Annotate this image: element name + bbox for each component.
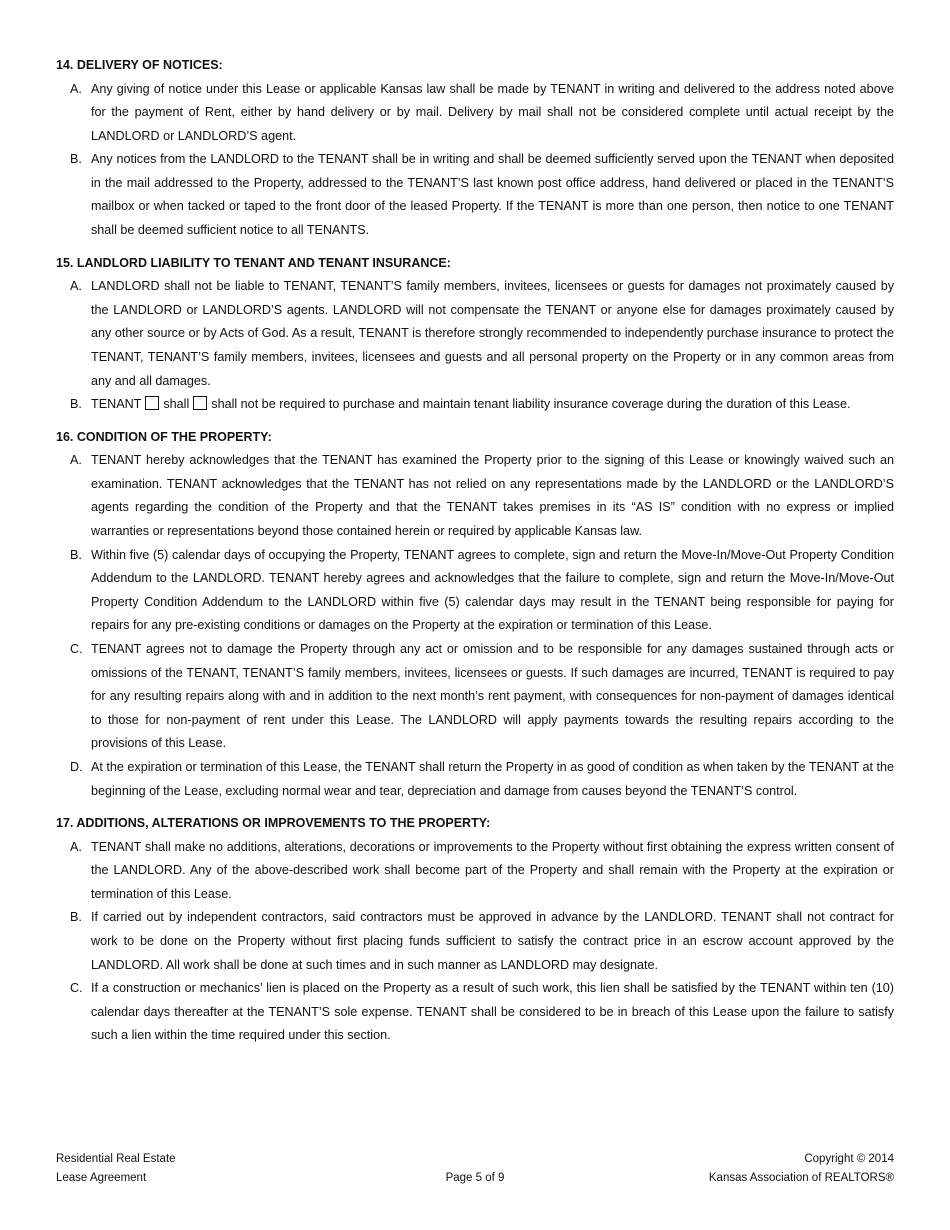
item-text-shall: shall xyxy=(163,397,190,412)
footer-doc-type: Residential Real Estate xyxy=(56,1153,176,1165)
item-text: Any giving of notice under this Lease or applicable Kansas law shall be made by TENANT in writing and delivered to the address noted above for the payment of Rent, either by hand delivery or by mail. Delivery by mail shall not be considered complete until actual receipt by the LANDLORD or LANDLORD’S agent. xyxy=(91,81,894,143)
item-text: LANDLORD shall not be liable to TENANT, TENANT’S family members, invitees, licensees or guests for damages not proximately caused by the LANDLORD or LANDLORD’S agents. LANDLORD will not compensate the TENANT or anyone else for damages proximately caused by any other source or by Acts of God. As a result, TENANT is therefore strongly recommended to independently purchase insurance to protect the TENANT, TENANT’S family members, invitees, licensees and guests and all personal property on the Property or in any common areas from any and all damages. xyxy=(91,279,894,388)
item-letter: C. xyxy=(70,981,83,996)
section-condition-of-property xyxy=(56,426,894,803)
footer-association: Kansas Association of REALTORS® xyxy=(708,1172,894,1184)
item-letter: B. xyxy=(70,910,82,925)
item-letter: B. xyxy=(70,397,82,412)
page-number: Page 5 of 9 xyxy=(445,1172,505,1184)
list-item xyxy=(56,977,894,1048)
section-heading: 14. DELIVERY OF NOTICES: xyxy=(56,58,223,72)
item-letter: B. xyxy=(70,152,82,167)
insurance-required-checkbox[interactable] xyxy=(145,396,159,410)
list-item xyxy=(56,544,894,638)
item-letter: A. xyxy=(70,81,82,96)
item-letter: C. xyxy=(70,641,83,656)
list-item xyxy=(56,393,894,417)
item-text: Any notices from the LANDLORD to the TENANT shall be in writing and shall be deemed sufficiently served upon the TENANT when deposited in the mail addressed to the Property, addressed to the TENANT’S last known post office address, hand delivered or placed in the TENANT’S mailbox or when tacked or taped to the front door of the leased Property. If the TENANT is more than one person, then notice to one TENANT shall be deemed sufficient notice to all TENANTS. xyxy=(91,152,894,238)
list-item xyxy=(56,449,894,543)
list-item xyxy=(56,836,894,907)
item-text: If a construction or mechanics’ lien is placed on the Property as a result of such work, this lien shall be satisfied by the TENANT within ten (10) calendar days thereafter at the TENANT’S sole expense. TENANT shall be considered to be in breach of this Lease upon the failure to satisfy such a lien within the time required under this section. xyxy=(91,981,894,1043)
footer-copyright: Copyright © 2014 xyxy=(804,1153,894,1165)
footer-right xyxy=(709,1150,894,1188)
list-item xyxy=(56,275,894,393)
item-text: TENANT shall make no additions, alterations, decorations or improvements to the Property without first obtaining the express written consent of the LANDLORD. Any of the above-described work shall become part of the Property and shall remain with the Property at the expiration or termination of this Lease. xyxy=(91,839,894,901)
item-text: TENANT agrees not to damage the Property through any act or omission and to be responsible for any damages sustained through acts or omissions of the TENANT, TENANT’S family members, invitees, licensees or guests. If such damages are incurred, TENANT is required to pay for any resulting repairs along with and in addition to the next month’s rent payment, with consequences for non-payment of damages identical to those for non-payment of rent under this Lease. The LANDLORD will apply payments towards the resulting repairs according to the provisions of this Lease. xyxy=(91,641,894,751)
section-additions-alterations xyxy=(56,812,894,1048)
item-text-tenant: TENANT xyxy=(91,397,142,412)
item-text: Within five (5) calendar days of occupying the Property, TENANT agrees to complete, sign and return the Move-In/Move-Out Property Condition Addendum to the LANDLORD. TENANT hereby agrees and acknowledges that the failure to complete, sign and return the Move-In/Move-Out Property Condition Addendum to the LANDLORD within five (5) calendar days may result in the TENANT being responsible for paying for repairs for any pre-existing conditions or damages on the Property at the expiration or termination of this Lease. xyxy=(91,547,894,633)
list-item xyxy=(56,756,894,803)
item-letter: A. xyxy=(70,839,82,854)
section-delivery-of-notices xyxy=(56,54,894,243)
insurance-not-required-checkbox[interactable] xyxy=(193,396,207,410)
list-item xyxy=(56,906,894,977)
item-letter: B. xyxy=(70,547,82,562)
list-item xyxy=(56,638,894,756)
section-landlord-liability xyxy=(56,252,894,417)
item-text: TENANT hereby acknowledges that the TENANT has examined the Property prior to the signing of this Lease or knowingly waived such an examination. TENANT acknowledges that the TENANT has not relied on any representations made by the LANDLORD or the LANDLORD’S agents regarding the condition of the Property and that the TENANT takes premises in its “AS IS” condition with no express or implied warranties or representations beyond those contained herein or required by applicable Kansas law. xyxy=(91,453,894,538)
list-item xyxy=(56,78,894,149)
section-heading: 17. ADDITIONS, ALTERATIONS OR IMPROVEMENTS TO THE PROPERTY: xyxy=(56,816,491,831)
item-text: If carried out by independent contractors, said contractors must be approved in advance by the LANDLORD. TENANT shall not contract for work to be done on the Property without first placing funds sufficient to satisfy the contract price in an escrow account approved by the LANDLORD. All work shall be done at such times and in such manner as LANDLORD may designate. xyxy=(91,910,894,972)
item-letter: A. xyxy=(70,453,82,468)
footer-doc-name: Lease Agreement xyxy=(56,1172,147,1184)
item-letter: A. xyxy=(70,279,82,294)
section-heading: 16. CONDITION OF THE PROPERTY: xyxy=(56,429,272,444)
list-item xyxy=(56,148,894,242)
item-text-rest: shall not be required to purchase and maintain tenant liability insurance coverage during the duration of this Lease. xyxy=(211,397,851,412)
item-text: At the expiration or termination of this Lease, the TENANT shall return the Property in as good of condition as when taken by the TENANT at the beginning of the Lease, excluding normal wear and tear, depreciation and damage from causes beyond the TENANT’S control. xyxy=(91,759,894,798)
item-letter: D. xyxy=(70,759,83,774)
section-heading: 15. LANDLORD LIABILITY TO TENANT AND TENANT INSURANCE: xyxy=(56,255,451,270)
